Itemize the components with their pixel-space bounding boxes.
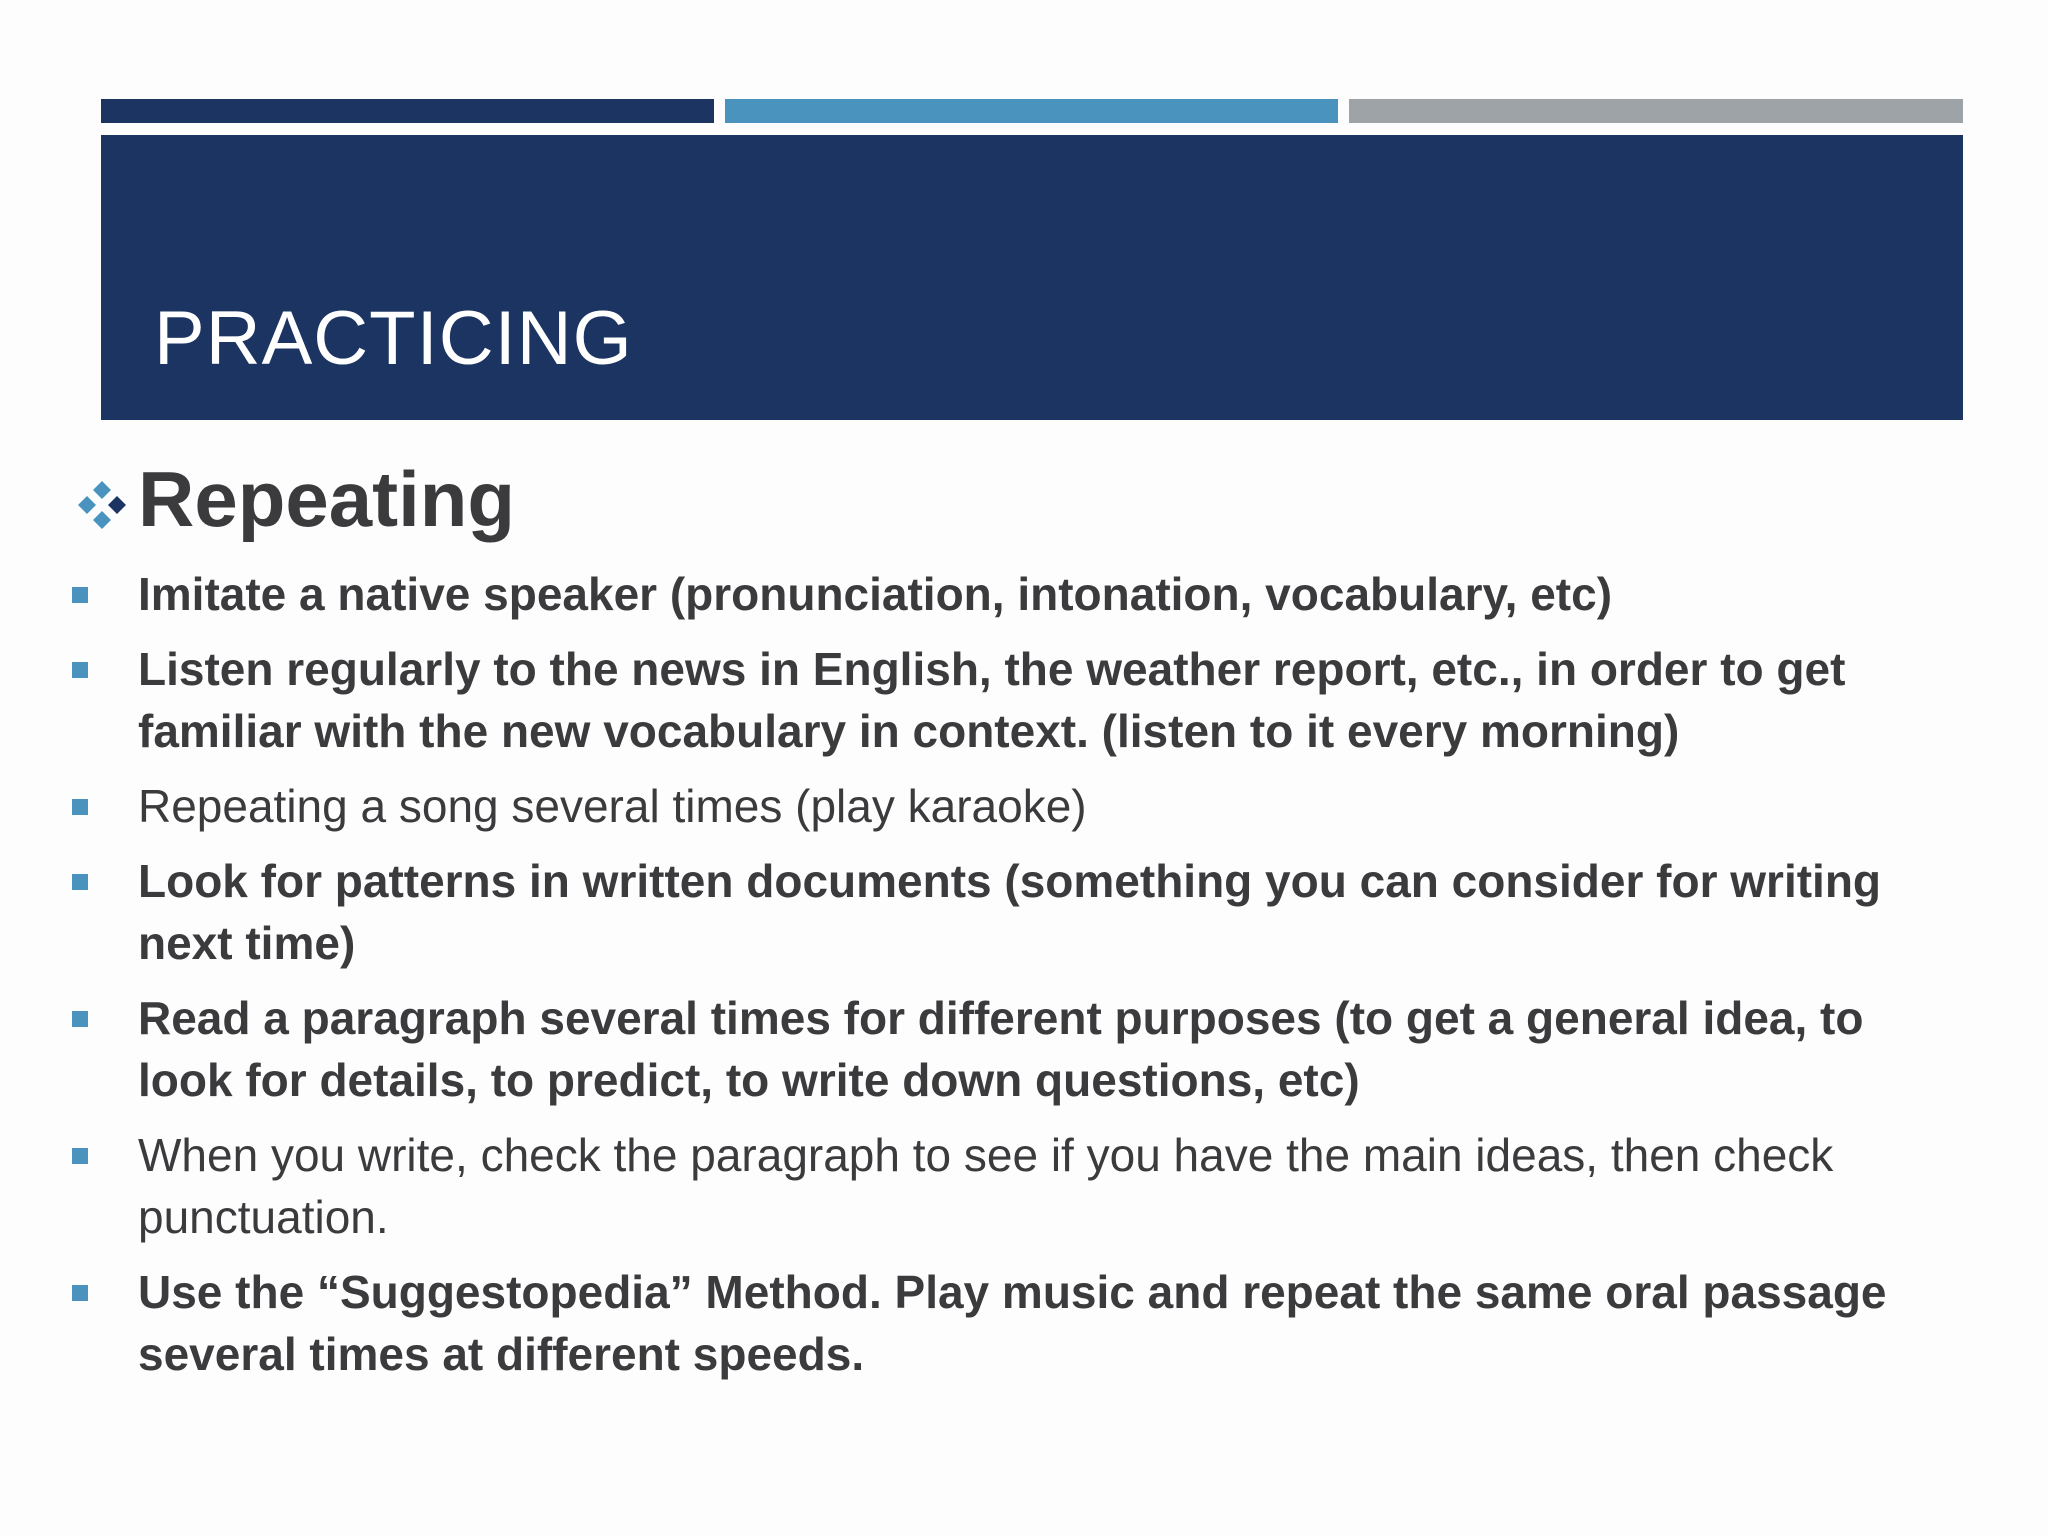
- accent-bar-dark-blue: [101, 99, 714, 123]
- accent-bar-light-blue: [725, 99, 1338, 123]
- slide-content: [70, 455, 1970, 1385]
- list-item-text: Read a paragraph several times for different purposes (to get a general idea, to look for details, to predict, to write down questions, etc): [138, 992, 1864, 1106]
- list-item-text: Repeating a song several times (play karaoke): [138, 780, 1087, 832]
- slide-title: PRACTICING: [154, 296, 633, 381]
- heading-row: [70, 455, 1970, 555]
- square-bullet-icon: [72, 874, 88, 890]
- title-band: [101, 135, 1963, 420]
- square-bullet-icon: [72, 1148, 88, 1164]
- list-item-text: When you write, check the paragraph to see if you have the main ideas, then check punctuation.: [138, 1129, 1834, 1243]
- list-item: [70, 850, 1970, 974]
- list-item: [70, 987, 1970, 1111]
- bullet-list: [70, 563, 1970, 1385]
- list-item-text: Use the “Suggestopedia” Method. Play music and repeat the same oral passage several times at different speeds.: [138, 1266, 1887, 1380]
- list-item-text: Imitate a native speaker (pronunciation, intonation, vocabulary, etc): [138, 568, 1613, 620]
- list-item-text: Listen regularly to the news in English, the weather report, etc., in order to get familiar with the new vocabulary in context. (listen to it every morning): [138, 643, 1846, 757]
- list-item: [70, 1124, 1970, 1248]
- list-item: [70, 563, 1970, 625]
- square-bullet-icon: [72, 662, 88, 678]
- list-item-text: Look for patterns in written documents (something you can consider for writing next time): [138, 855, 1882, 969]
- square-bullet-icon: [72, 1285, 88, 1301]
- square-bullet-icon: [72, 587, 88, 603]
- list-item: [70, 775, 1970, 837]
- diamond-cluster-icon: [74, 477, 130, 533]
- accent-bar-gray: [1349, 99, 1963, 123]
- section-heading: Repeating: [138, 455, 516, 543]
- square-bullet-icon: [72, 1011, 88, 1027]
- square-bullet-icon: [72, 799, 88, 815]
- list-item: [70, 1261, 1970, 1385]
- list-item: [70, 638, 1970, 762]
